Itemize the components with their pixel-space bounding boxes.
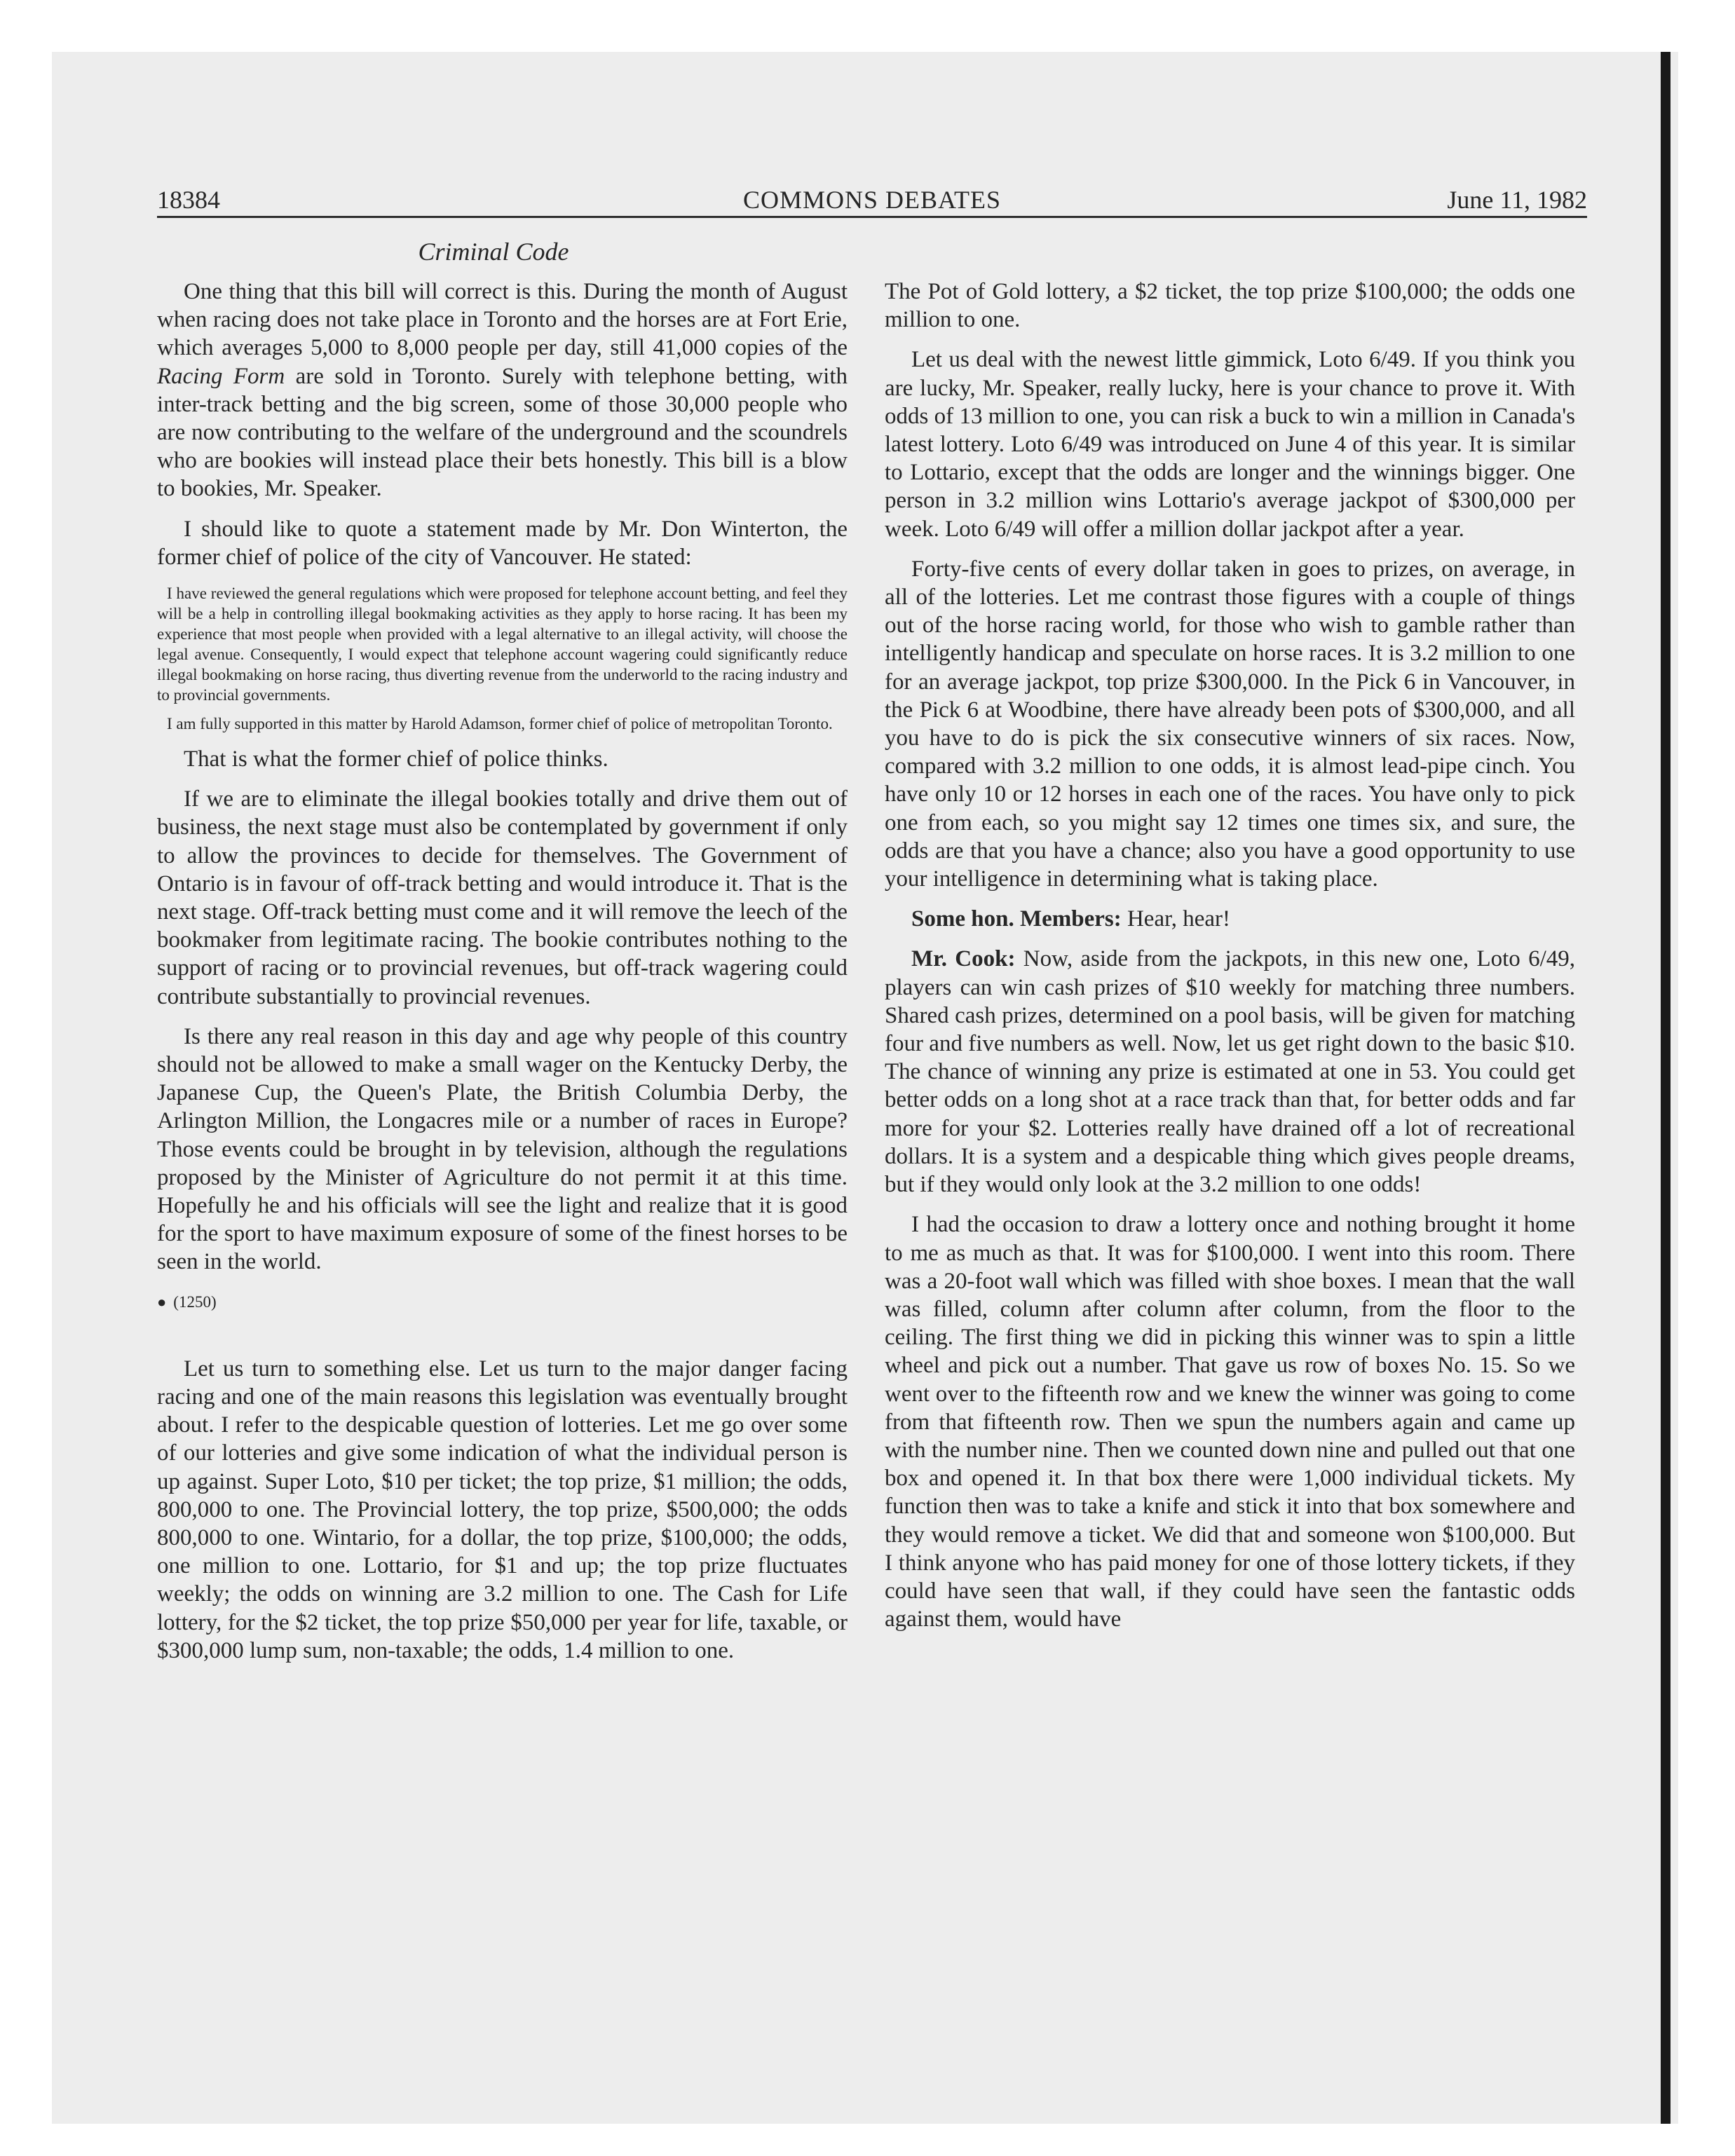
bullet-icon: ●	[157, 1292, 167, 1311]
paragraph: One thing that this bill will correct is this. During the month of August when racing does not take place in Toronto and the horses are at Fort Erie, which averages 5,000 to 8,000 people per day, still 41,000 copies of the Racing Form are sold in Toronto. Surely with telephone betting, with inter-track betting and the big screen, some of those 30,000 people who are now contributing to the welfare of the underground and the scoundrels who are bookies will instead place their bets honestly. This bill is a blow to bookies, Mr. Speaker.	[157, 279, 848, 502]
publication-title: COMMONS DEBATES	[742, 186, 1002, 214]
paragraph: If we are to eliminate the illegal bookies totally and drive them out of business, the next stage must also be contemplated by government if only to allow the provinces to decide for themselves. The Government of Ontario is in favour of off-track betting and would introduce it. That is the next stage. Off-track betting must come and it will remove the leech of the bookmaker from legitimate racing. The bookie contributes nothing to the support of racing or to provincial revenues, but off-track wagering could contribute substantially to provincial revenues.	[157, 786, 848, 1009]
left-column	[157, 278, 848, 1677]
paragraph: I had the occasion to draw a lottery once and nothing brought it home to me as much as that. It was for $100,000. I went into this room. There was a 20-foot wall which was filled with shoe boxes. I mean that the wall was filled, column after column after column, from the floor to the ceiling. The first thing we did in picking this winner was to spin a little wheel and pick out a number. That gave us row of boxes No. 15. So we went over to the fifteenth row and we knew the winner was going to come from that fifteenth row. Then we spun the numbers again and came up with the number nine. Then we counted down nine and pulled out that one box and opened it. In that box there were 1,000 individual tickets. My function then was to take a knife and stick it into that box somewhere and they would remove a ticket. We did that and someone won $100,000. But I think anyone who has paid money for one of those lottery tickets, if they could have seen that wall, if they could have seen the fantastic odds against them, would have	[885, 1212, 1575, 1632]
header-date: June 11, 1982	[1447, 186, 1587, 214]
speaker-name: Some hon. Members:	[911, 906, 1122, 932]
speaker-name: Mr. Cook:	[911, 946, 1016, 972]
header-rule	[157, 216, 1587, 218]
speech: Mr. Cook: Now, aside from the jackpots, in this new one, Loto 6/49, players can win cash prizes of $10 weekly for matching three numbers. Shared cash prizes, determined on a pool basis, will be given for matching four and five numbers as well. Now, let us get right down to the basic $10. The chance of winning any prize is estimated at one in 53. You could get better odds on a long shot at a race track than that, for better odds and far more for your $2. Lotteries really have drained off a lot of recreational dollars. It is a system and a despicable thing which gives people dreams, but if they would only look at the 3.2 million to one odds!	[885, 946, 1575, 1198]
paragraph: Forty-five cents of every dollar taken in goes to prizes, on average, in all of the lotteries. Let me contrast those figures with a couple of things out of the horse racing world, for those who wish to gamble rather than intelligently handicap and speculate on horse races. It is 3.2 million to one for an average jackpot, top prize $300,000. In the Pick 6 in Vancouver, in the Pick 6 at Woodbine, there have already been pots of $300,000, and all you have to do is pick the six consecutive winners of six races. Now, compared with 3.2 million to one odds, it is almost lead-pipe cinch. You have only 10 or 12 horses in each one of the races. You have only to pick one from each, so you might say 12 times one times six, and sure, the odds are that you have a chance; also you have a good opportunity to use your intelligence in determining what is taking place.	[885, 556, 1575, 892]
block-quote: I am fully supported in this matter by Harold Adamson, former chief of police of metropolitan Toronto.	[167, 715, 833, 733]
paragraph: The Pot of Gold lottery, a $2 ticket, the top prize $100,000; the odds one million to one.	[885, 279, 1575, 333]
right-column	[885, 278, 1575, 1645]
paragraph: Let us turn to something else. Let us turn to the major danger facing racing and one of the main reasons this legislation was eventually brought about. I refer to the despicable question of lotteries. Let me go over some of our lotteries and give some indication of what the individual person is up against. Super Loto, $10 per ticket; the top prize, $1 million; the odds, 800,000 to one. The Provincial lottery, the top prize, $500,000; the odds 800,000 to one. Wintario, for a dollar, the top prize, $100,000; the odds, one million to one. Lottario, for $1 and up; the top prize fluctuates weekly; the odds on winning are 3.2 million to one. The Cash for Life lottery, for the $2 ticket, the top prize $50,000 per year for life, taxable, or $300,000 lump sum, non-taxable; the odds, 1.4 million to one.	[157, 1356, 848, 1663]
interjection: Some hon. Members: Hear, hear!	[911, 906, 1231, 932]
paragraph: That is what the former chief of police thinks.	[184, 746, 608, 772]
block-quote: I have reviewed the general regulations which were proposed for telephone account betting, and feel they will be a help in controlling illegal bookmaking activities as they apply to horse racing. It has been my experience that most people when provided with a legal alternative to an illegal activity, will choose the legal avenue. Consequently, I would expect that telephone account wagering could significantly reduce illegal bookmaking on horse racing, thus diverting revenue from the underworld to the racing industry and to provincial governments.	[157, 585, 848, 704]
page-number: 18384	[157, 186, 220, 214]
racing-form-title: Racing Form	[157, 363, 285, 389]
page-header	[157, 182, 1587, 217]
time-marker: ● (1250)	[157, 1292, 217, 1311]
section-subhead: Criminal Code	[418, 238, 569, 266]
paragraph: Is there any real reason in this day and age why people of this country should not be allowed to make a small wager on the Kentucky Derby, the Japanese Cup, the Queen's Plate, the British Columbia Derby, the Arlington Million, the Longacres mile or a number of races in Europe? Those events could be brought in by television, although the regulations proposed by the Minister of Agriculture do not permit it at this time. Hopefully he and his officials will see the light and realize that it is good for the sport to have maximum exposure of some of the finest horses to be seen in the world.	[157, 1023, 848, 1275]
scan-edge-shadow	[1661, 52, 1671, 2124]
paragraph: I should like to quote a statement made by Mr. Don Winterton, the former chief of police of the city of Vancouver. He stated:	[157, 516, 848, 570]
paragraph: Let us deal with the newest little gimmick, Loto 6/49. If you think you are lucky, Mr. Speaker, really lucky, here is your chance to prove it. With odds of 13 million to one, you can risk a buck to win a million in Canada's latest lottery. Loto 6/49 was introduced on June 4 of this year. It is similar to Lottario, except that the odds are longer and the winnings bigger. One person in 3.2 million wins Lottario's average jackpot of $300,000 per week. Loto 6/49 will offer a million dollar jackpot after a year.	[885, 347, 1575, 542]
